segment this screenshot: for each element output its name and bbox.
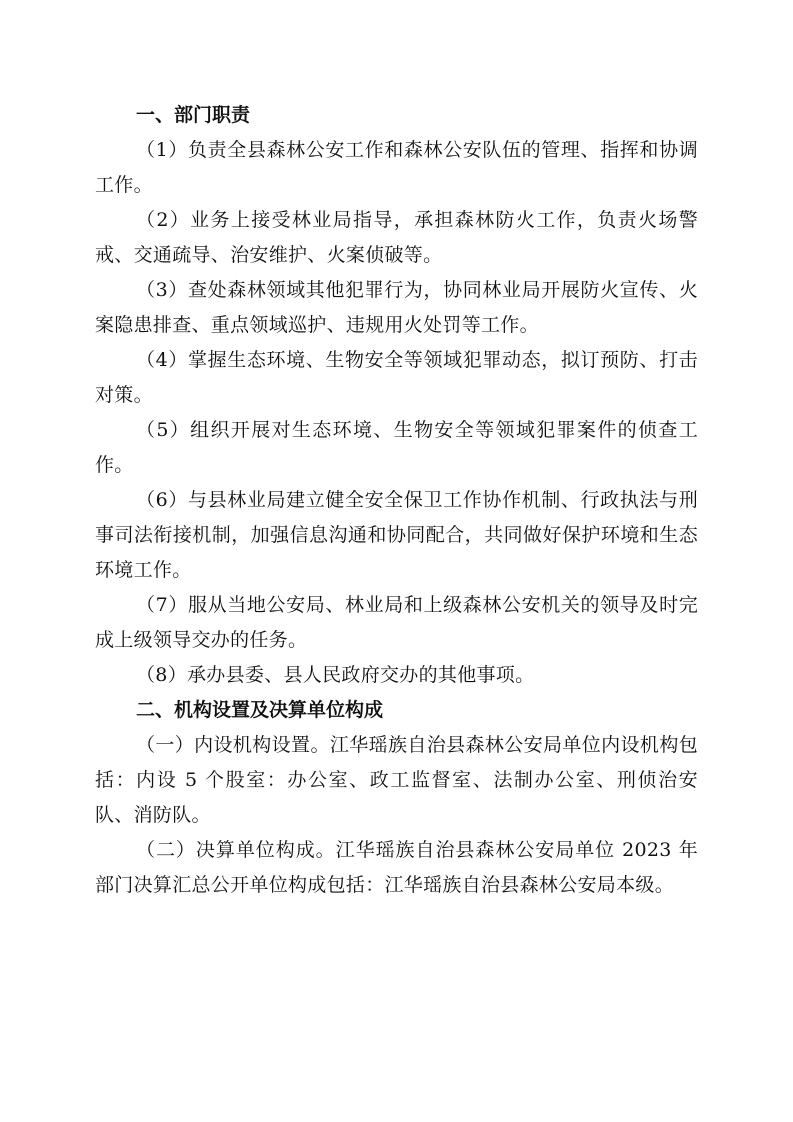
document-page xyxy=(95,98,698,903)
structure-paragraph-units: （二）决算单位构成。江华瑶族自治县森林公安局单位 2023 年部门决算汇总公开单位构成包括：江华瑶族自治县森林公安局本级。 xyxy=(95,839,698,896)
section-heading-structure: 二、机构设置及决算单位构成 xyxy=(136,699,384,721)
duty-paragraph-5: （5）组织开展对生态环境、生物安全等领域犯罪案件的侦查工作。 xyxy=(95,419,698,476)
duty-paragraph-1: （1）负责全县森林公安工作和森林公安队伍的管理、指挥和协调工作。 xyxy=(95,139,698,196)
duty-paragraph-6: （6）与县林业局建立健全安全保卫工作协作机制、行政执法与刑事司法衔接机制，加强信息沟通和协同配合，共同做好保护环境和生态环境工作。 xyxy=(95,489,698,581)
duty-paragraph-7: （7）服从当地公安局、林业局和上级森林公安机关的领导及时完成上级领导交办的任务。 xyxy=(95,594,698,651)
section-heading-duties: 一、部门职责 xyxy=(136,104,251,126)
structure-paragraph-internal: （一）内设机构设置。江华瑶族自治县森林公安局单位内设机构包括：内设 5 个股室：办公室、政工监督室、法制办公室、刑侦治安队、消防队。 xyxy=(95,734,698,826)
duty-paragraph-2: （2）业务上接受林业局指导，承担森林防火工作，负责火场警戒、交通疏导、治安维护、火案侦破等。 xyxy=(95,209,698,266)
duty-paragraph-3: （3）查处森林领域其他犯罪行为，协同林业局开展防火宣传、火案隐患排查、重点领域巡护、违规用火处罚等工作。 xyxy=(95,279,698,336)
duty-paragraph-4: （4）掌握生态环境、生物安全等领域犯罪动态，拟订预防、打击对策。 xyxy=(95,349,698,406)
duty-paragraph-8: （8）承办县委、县人民政府交办的其他事项。 xyxy=(136,664,535,686)
